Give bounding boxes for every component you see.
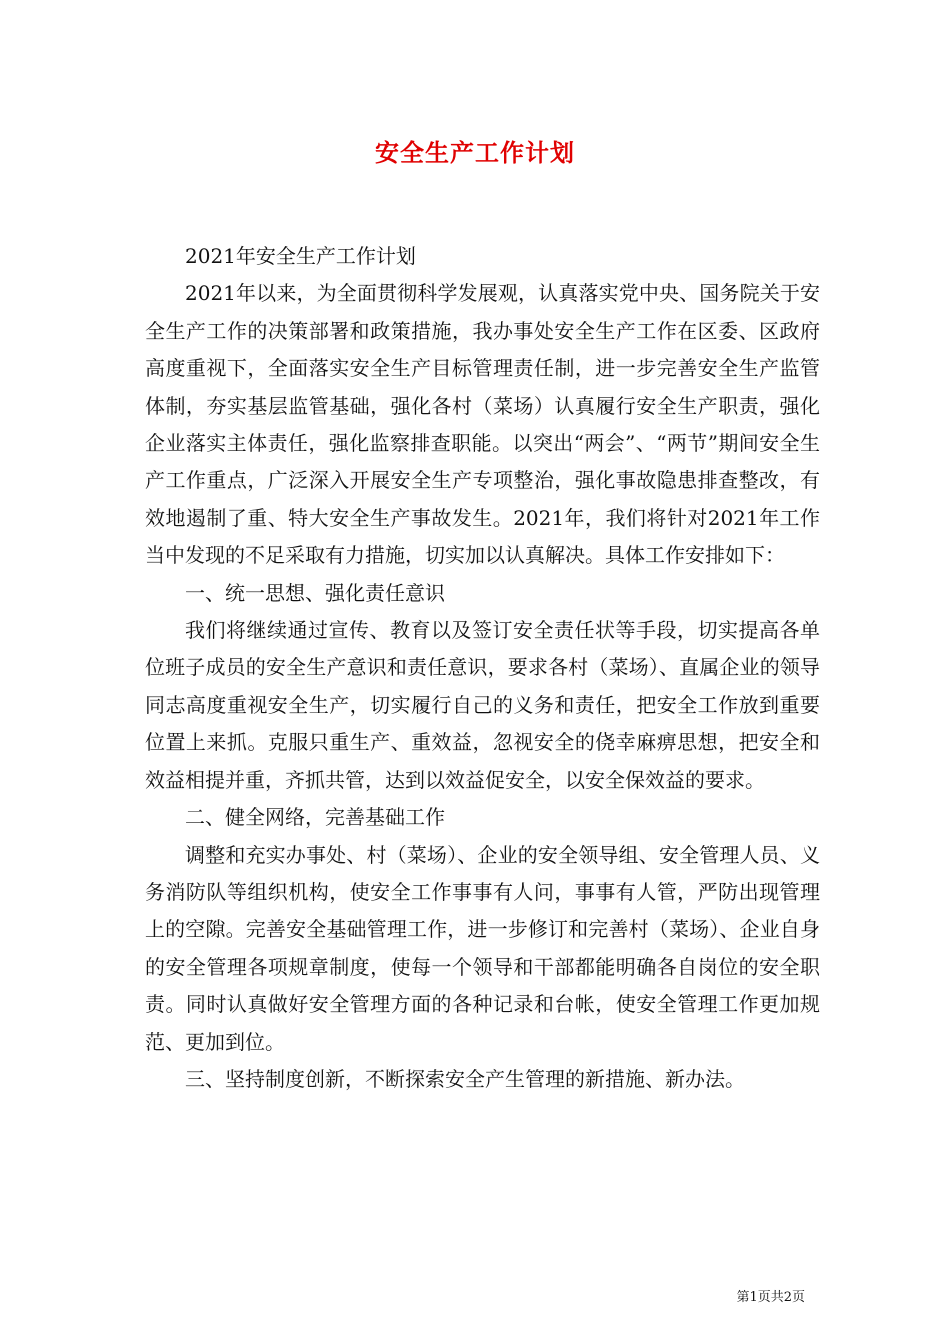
section-heading-1: 一、统一思想、强化责任意识	[185, 580, 445, 605]
section-paragraph-1: 我们将继续通过宣传、教育以及签订安全责任状等手段，切实提高各单位班子成员的安全生产意识和责任意识，要求各村（菜场）、直属企业的领导同志高度重视安全生产，切实履行自己的义务和责任，把安全工作放到重要位置上来抓。克服只重生产、重效益，忽视安全的侥幸麻痹思想，把安全和效益相提并重，齐抓共管，达到以效益促安全，以安全保效益的要求。	[145, 618, 820, 792]
subtitle-paragraph: 2021年安全生产工作计划	[185, 244, 416, 268]
document-body	[145, 238, 820, 1098]
section-heading-2: 二、健全网络，完善基础工作	[185, 805, 445, 830]
document-title: 安全生产工作计划	[375, 138, 575, 167]
intro-paragraph: 2021年以来，为全面贯彻科学发展观，认真落实党中央、国务院关于安全生产工作的决策部署和政策措施，我办事处安全生产工作在区委、区政府高度重视下，全面落实安全生产目标管理责任制，进一步完善安全生产监管体制，夯实基层监管基础，强化各村（菜场）认真履行安全生产职责，强化企业落实主体责任，强化监察排查职能。以突出“两会”、“两节”期间安全生产工作重点，广泛深入开展安全生产专项整治，强化事故隐患排查整改，有效地遏制了重、特大安全生产事故发生。2021年，我们将针对2021年工作当中发现的不足采取有力措施，切实加以认真解决。具体工作安排如下：	[145, 281, 820, 568]
section-heading-3: 三、坚持制度创新，不断探索安全产生管理的新措施、新办法。	[185, 1066, 745, 1091]
section-paragraph-2: 调整和充实办事处、村（菜场）、企业的安全领导组、安全管理人员、义务消防队等组织机构，使安全工作事事有人问，事事有人管，严防出现管理上的空隙。完善安全基础管理工作，进一步修订和完善村（菜场）、企业自身的安全管理各项规章制度，使每一个领导和干部都能明确各自岗位的安全职责。同时认真做好安全管理方面的各种记录和台帐，使安全管理工作更加规范、更加到位。	[145, 842, 820, 1054]
page-number: 第1页共2页	[736, 1290, 805, 1305]
